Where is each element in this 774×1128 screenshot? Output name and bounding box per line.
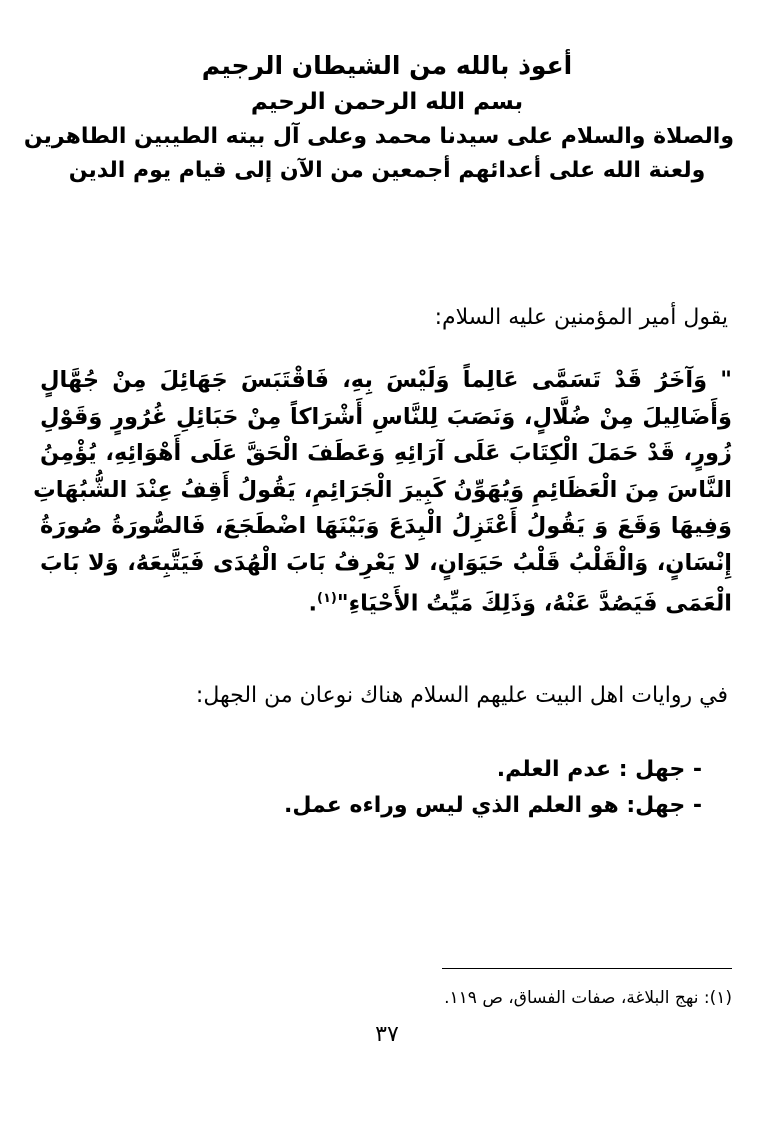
quote-line: النَّاسَ مِنَ الْعَظَائِمِ وَيُهَوِّنُ كَبِيرَ الْجَرَائِمِ، يَقُولُ أَقِفُ عِنْدَ الشُّبُهَاتِ	[33, 476, 732, 503]
list-item: - جهل : عدم العلم.	[496, 757, 702, 782]
quote-line: وَأَضَالِيلَ مِنْ ضُلَّالٍ، وَنَصَبَ لِلنَّاسِ أَشْرَاكاً مِنْ حَبَائِلِ غُرُورٍ وَقَوْلِ	[40, 403, 732, 430]
curse-line: ولعنة الله على أعدائهم أجمعين من الآن إلى قيام يوم الدين	[68, 158, 706, 183]
quote-last-line	[40, 581, 732, 622]
basmala-line: بسم الله الرحمن الرحيم	[250, 89, 524, 115]
quote-introduction: يقول أمير المؤمنين عليه السلام:	[434, 305, 728, 330]
page-number: ٣٧	[375, 1022, 399, 1047]
isti-adha-line: أعوذ بالله من الشيطان الرجيم	[201, 51, 573, 80]
imam-ali-quote	[33, 362, 732, 622]
quote-line: إِنْسَانٍ، وَالْقَلْبُ قَلْبُ حَيَوَانٍ، لا يَعْرِفُ بَابَ الْهُدَى فَيَتَّبِعَهُ، وَلا بَابَ	[40, 549, 732, 576]
footnote-separator	[442, 968, 732, 969]
footnote-text: (١): نهج البلاغة، صفات الفساق، ص ١١٩.	[444, 988, 732, 1008]
quote-end-mark: .	[308, 590, 318, 617]
quote-line: زُورٍ، قَدْ حَمَلَ الْكِتَابَ عَلَى آرَائِهِ وَعَطَفَ الْحَقَّ عَلَى أَهْوَائِهِ، يُؤْمِنُ	[40, 440, 732, 466]
narrations-statement: في روايات اهل البيت عليهم السلام هناك نوعان من الجهل:	[195, 683, 728, 708]
salawat-line: والصلاة والسلام على سيدنا محمد وعلى آل بيته الطيبين الطاهرين	[23, 124, 734, 149]
ignorance-types-list	[40, 752, 702, 824]
quote-line-text: الْعَمَى فَيَصُدَّ عَنْهُ، وَذَلِكَ مَيِّتُ الأَحْيَاءِ"	[336, 590, 732, 617]
quote-line: " وَآخَرُ قَدْ تَسَمَّى عَالِماً وَلَيْسَ بِهِ، فَاقْتَبَسَ جَهَائِلَ مِنْ جُهَّالٍ	[40, 367, 732, 393]
opening-invocation	[23, 48, 734, 188]
list-item: - جهل: هو العلم الذي ليس وراءه عمل.	[284, 793, 702, 818]
quote-line: وَفِيهَا وَقَعَ وَ يَقُولُ أَعْتَزِلُ الْبِدَعَ وَبَيْنَهَا اضْطَجَعَ، فَالصُّورَةُ صُورَةُ	[40, 513, 732, 539]
footnote-reference[interactable]: (١)	[317, 591, 337, 606]
